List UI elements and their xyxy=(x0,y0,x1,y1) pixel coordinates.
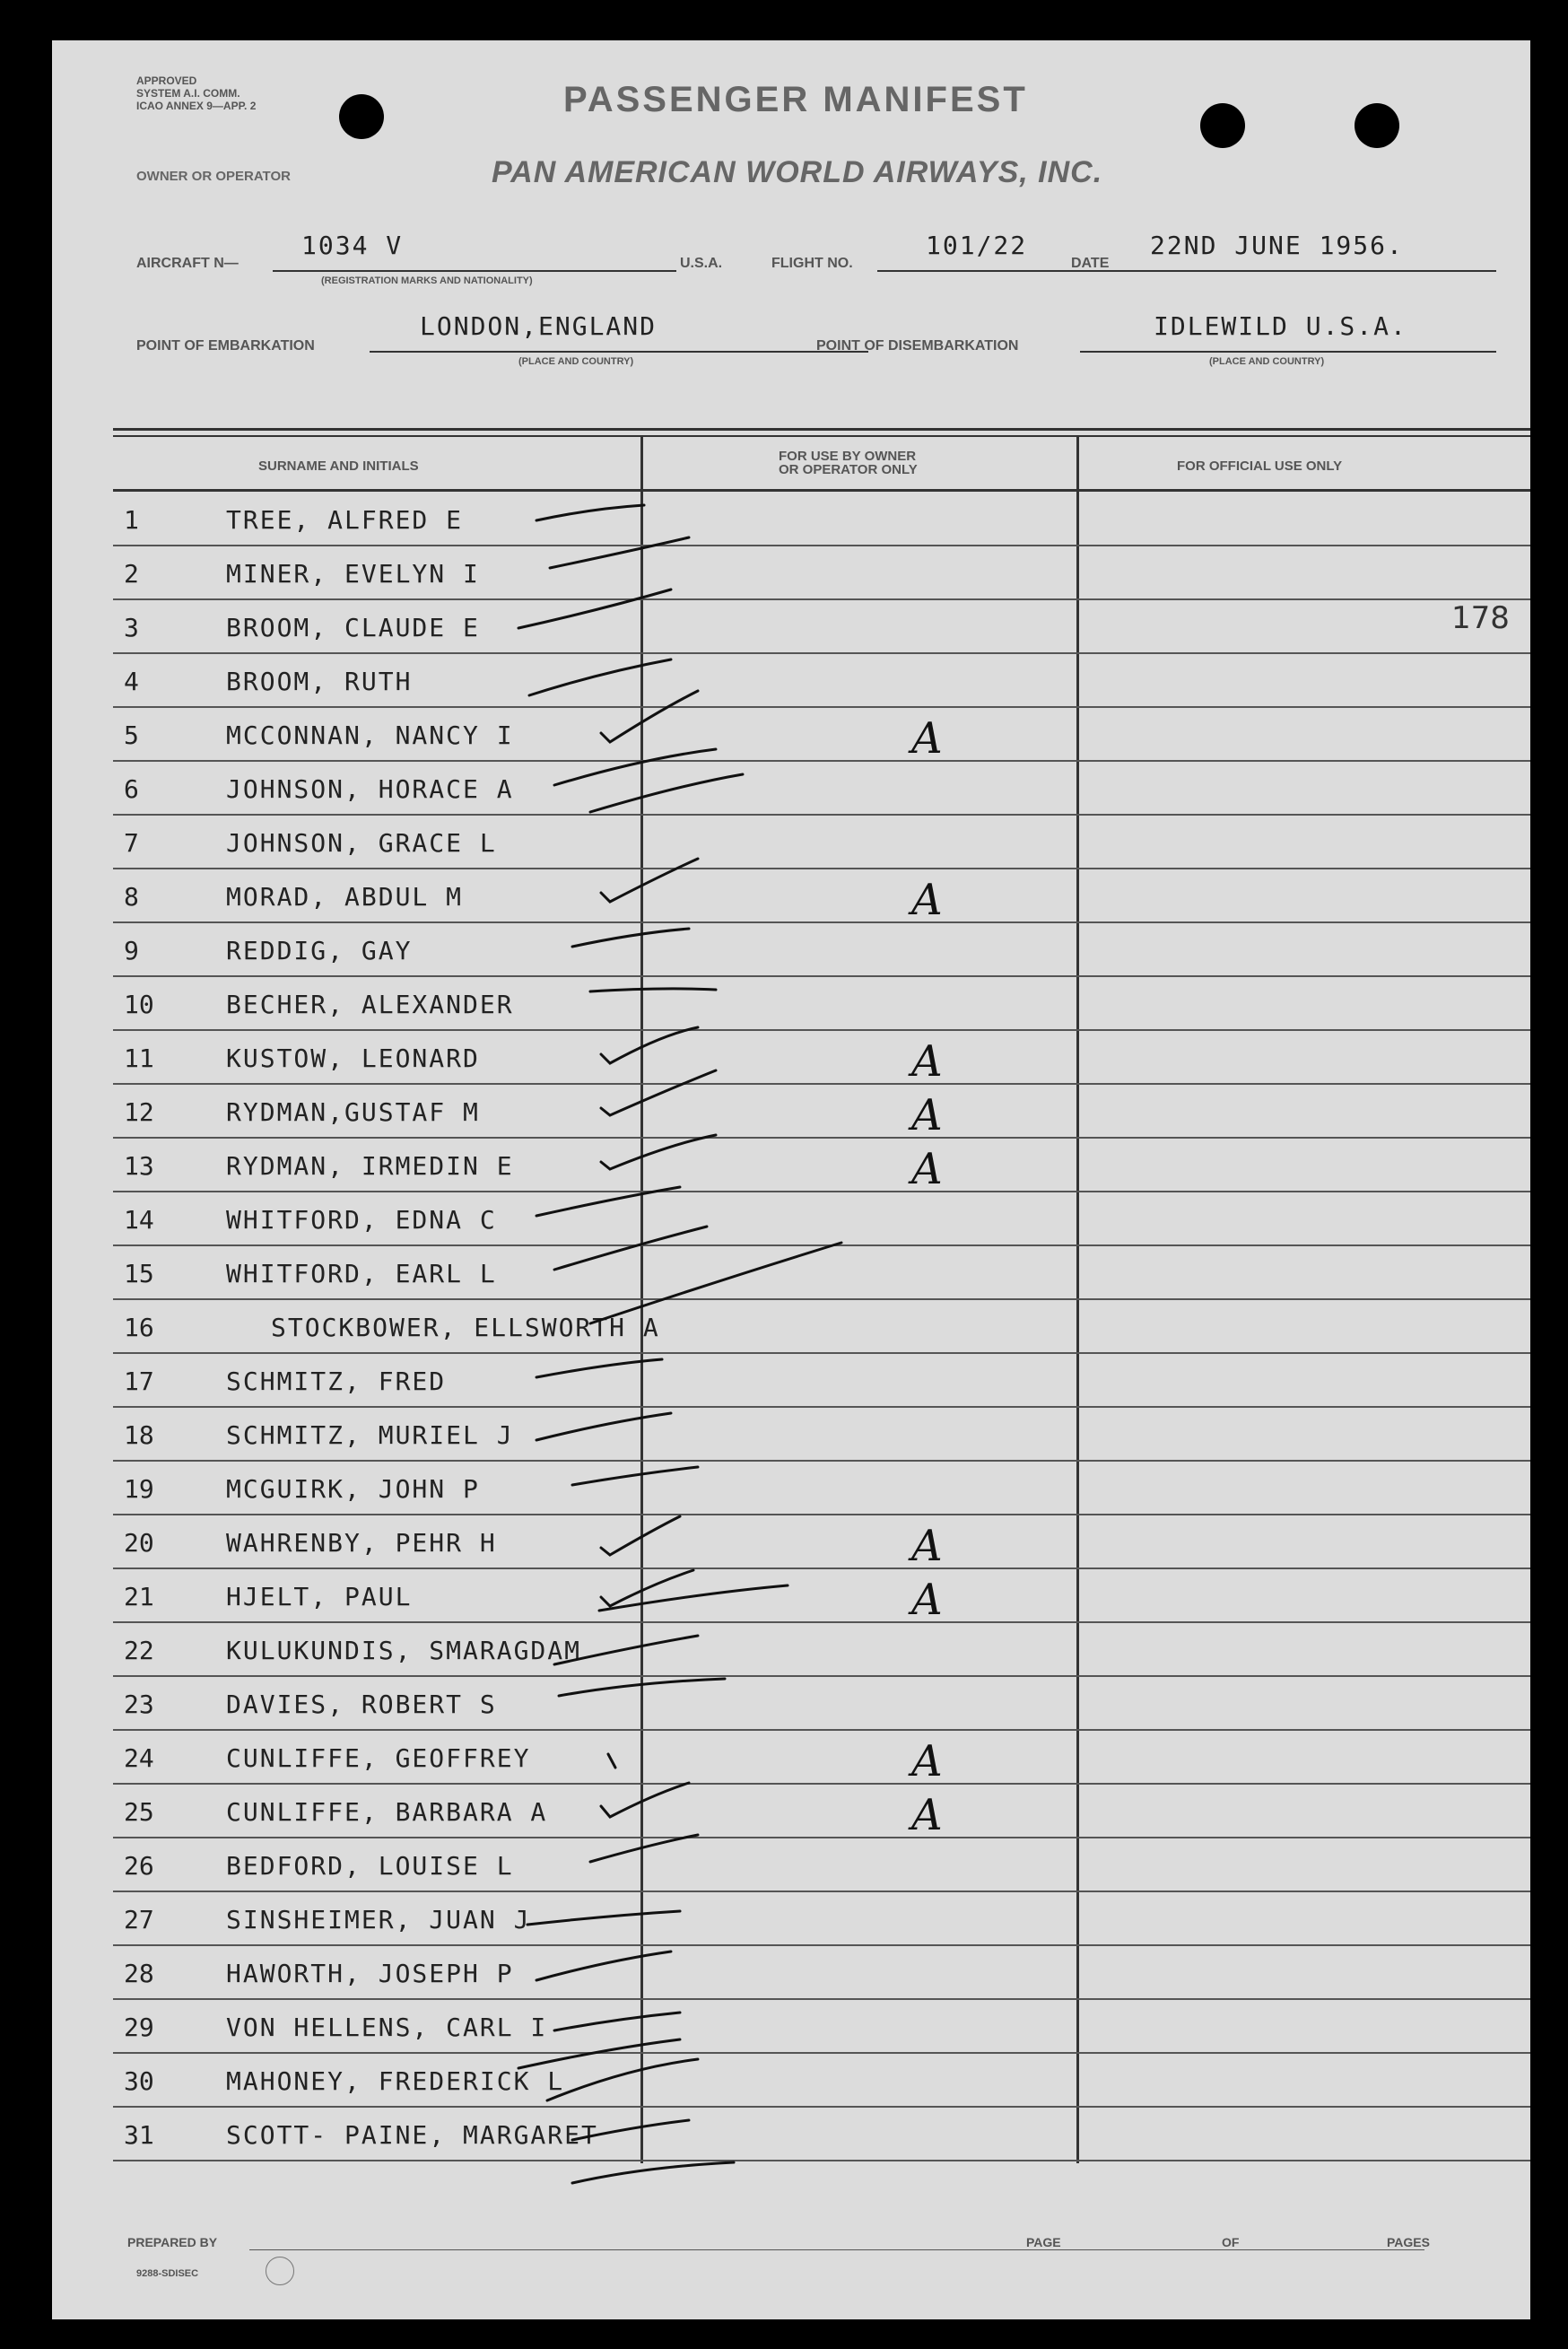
operator-name: PAN AMERICAN WORLD AIRWAYS, INC. xyxy=(492,155,1103,189)
of-label: OF xyxy=(1222,2235,1240,2249)
passenger-name: RYDMAN,GUSTAF M xyxy=(226,1097,480,1127)
owner-mark: A xyxy=(911,1790,943,1840)
row-number: 11 xyxy=(124,1044,154,1073)
printer-seal-icon xyxy=(266,2257,294,2285)
row-number: 21 xyxy=(124,1582,154,1611)
disembark-place-caption: (PLACE AND COUNTRY) xyxy=(1209,356,1325,367)
disembark-label: POINT OF DISEMBARKATION xyxy=(816,338,1019,354)
passenger-name: WHITFORD, EARL L xyxy=(226,1259,497,1288)
approval-line-1: APPROVED xyxy=(136,74,197,87)
passenger-name: MCCONNAN, NANCY I xyxy=(226,720,514,750)
row-number: 23 xyxy=(124,1690,154,1719)
usa-label: U.S.A. xyxy=(680,256,723,271)
handwritten-check-marks xyxy=(52,40,1530,2319)
row-number: 20 xyxy=(124,1528,154,1558)
row-number: 2 xyxy=(124,559,139,589)
flight-value: 101/22 xyxy=(926,231,1028,260)
page-label: PAGE xyxy=(1026,2235,1061,2249)
row-number: 6 xyxy=(124,774,139,804)
passenger-name: TREE, ALFRED E xyxy=(226,505,464,535)
row-number: 26 xyxy=(124,1851,154,1881)
manifest-page xyxy=(52,40,1530,2319)
owner-mark: A xyxy=(911,1036,943,1087)
prepared-by-label: PREPARED BY xyxy=(127,2235,218,2249)
passenger-name: CUNLIFFE, GEOFFREY xyxy=(226,1743,531,1773)
form-code: 9288-SDISEC xyxy=(136,2268,199,2279)
row-number: 15 xyxy=(124,1259,154,1288)
column-header-owner-2: OR OPERATOR ONLY xyxy=(779,462,918,477)
owner-mark: A xyxy=(911,1521,943,1571)
row-number: 22 xyxy=(124,1636,154,1665)
row-number: 4 xyxy=(124,667,139,696)
passenger-name: WAHRENBY, PEHR H xyxy=(226,1528,497,1558)
passenger-name: MAHONEY, FREDERICK L xyxy=(226,2066,565,2096)
passenger-name: HJELT, PAUL xyxy=(226,1582,413,1611)
owner-mark: A xyxy=(911,1144,943,1194)
passenger-name: SCHMITZ, MURIEL J xyxy=(226,1420,514,1450)
row-number: 28 xyxy=(124,1959,154,1988)
passenger-name: HAWORTH, JOSEPH P xyxy=(226,1959,514,1988)
form-title: PASSENGER MANIFEST xyxy=(563,80,1028,119)
embark-place-caption: (PLACE AND COUNTRY) xyxy=(518,356,634,367)
passenger-name: BROOM, RUTH xyxy=(226,667,413,696)
column-header-official: FOR OFFICIAL USE ONLY xyxy=(1177,458,1343,474)
owner-mark: A xyxy=(911,1575,943,1625)
disembark-value: IDLEWILD U.S.A. xyxy=(1154,311,1407,341)
row-number: 24 xyxy=(124,1743,154,1773)
row-number: 19 xyxy=(124,1474,154,1504)
owner-mark: A xyxy=(911,1090,943,1140)
passenger-name: KUSTOW, LEONARD xyxy=(226,1044,480,1073)
prepared-by-line xyxy=(249,2249,1075,2250)
row-number: 7 xyxy=(124,828,139,858)
passenger-name: VON HELLENS, CARL I xyxy=(226,2013,548,2042)
date-label: DATE xyxy=(1071,256,1110,271)
passenger-name: BROOM, CLAUDE E xyxy=(226,613,480,642)
pages-label: PAGES xyxy=(1387,2235,1430,2249)
row-number: 5 xyxy=(124,720,139,750)
passenger-name: KULUKUNDIS, SMARAGDAM xyxy=(226,1636,582,1665)
row-number: 27 xyxy=(124,1905,154,1934)
passenger-name: SINSHEIMER, JUAN J xyxy=(226,1905,531,1934)
passenger-name: BEDFORD, LOUISE L xyxy=(226,1851,514,1881)
owner-mark: A xyxy=(911,875,943,925)
passenger-name: DAVIES, ROBERT S xyxy=(226,1690,497,1719)
of-line xyxy=(1245,2249,1424,2250)
row-number: 13 xyxy=(124,1151,154,1181)
row-number: 9 xyxy=(124,936,139,965)
owner-label: OWNER OR OPERATOR xyxy=(136,169,291,184)
flight-label: FLIGHT NO. xyxy=(771,256,853,271)
row-number: 3 xyxy=(124,613,139,642)
row-number: 16 xyxy=(124,1313,154,1342)
aircraft-value: 1034 V xyxy=(301,231,404,260)
row-number: 25 xyxy=(124,1797,154,1827)
row-number: 10 xyxy=(124,990,154,1019)
passenger-name: MCGUIRK, JOHN P xyxy=(226,1474,480,1504)
embark-label: POINT OF EMBARKATION xyxy=(136,338,315,354)
row-number: 14 xyxy=(124,1205,154,1235)
passenger-name: JOHNSON, GRACE L xyxy=(226,828,497,858)
row-number: 29 xyxy=(124,2013,154,2042)
owner-mark: A xyxy=(911,713,943,764)
passenger-name: CUNLIFFE, BARBARA A xyxy=(226,1797,548,1827)
passenger-name: STOCKBOWER, ELLSWORTH A xyxy=(271,1313,660,1342)
passenger-name: RYDMAN, IRMEDIN E xyxy=(226,1151,514,1181)
passenger-name: SCHMITZ, FRED xyxy=(226,1367,447,1396)
approval-line-2: SYSTEM A.I. COMM. xyxy=(136,87,240,100)
passenger-name: SCOTT- PAINE, MARGARET xyxy=(226,2120,598,2150)
passenger-name: WHITFORD, EDNA C xyxy=(226,1205,497,1235)
passenger-name: MORAD, ABDUL M xyxy=(226,882,464,912)
row-number: 30 xyxy=(124,2066,154,2096)
passenger-name: BECHER, ALEXANDER xyxy=(226,990,514,1019)
owner-mark: A xyxy=(911,1736,943,1786)
registration-caption: (REGISTRATION MARKS AND NATIONALITY) xyxy=(321,275,533,286)
row-number: 1 xyxy=(124,505,139,535)
date-value: 22ND JUNE 1956. xyxy=(1150,231,1404,260)
embark-value: LONDON,ENGLAND xyxy=(420,311,658,341)
row-number: 18 xyxy=(124,1420,154,1450)
aircraft-label: AIRCRAFT N— xyxy=(136,256,239,271)
passenger-name: JOHNSON, HORACE A xyxy=(226,774,514,804)
official-use-note: 178 xyxy=(1451,600,1510,636)
passenger-name: MINER, EVELYN I xyxy=(226,559,480,589)
page-line xyxy=(1075,2249,1272,2250)
column-header-owner-1: FOR USE BY OWNER xyxy=(779,449,917,464)
approval-line-3: ICAO ANNEX 9—APP. 2 xyxy=(136,100,257,112)
row-number: 8 xyxy=(124,882,139,912)
row-number: 31 xyxy=(124,2120,154,2150)
row-number: 12 xyxy=(124,1097,154,1127)
row-number: 17 xyxy=(124,1367,154,1396)
column-header-names: SURNAME AND INITIALS xyxy=(258,458,419,474)
passenger-name: REDDIG, GAY xyxy=(226,936,413,965)
